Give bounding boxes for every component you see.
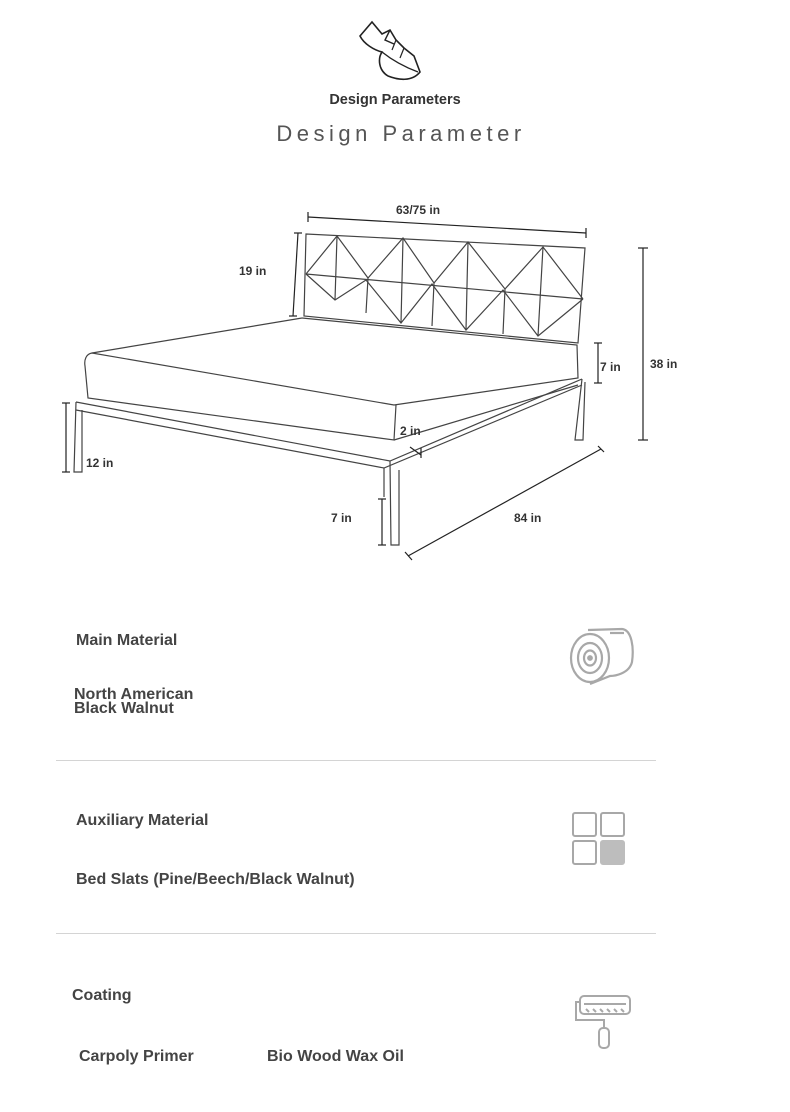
section-divider [56, 760, 656, 761]
grid-squares-icon [570, 810, 630, 870]
frame-height-label: 12 in [86, 456, 114, 470]
total-height-label: 38 in [650, 357, 678, 371]
auxiliary-material-label: Auxiliary Material [76, 812, 209, 829]
length-dimension-label: 84 in [514, 511, 542, 525]
rail-inset-label: 2 in [400, 424, 421, 438]
bed-dimension-diagram [0, 190, 790, 570]
headboard-height-label: 19 in [239, 264, 267, 278]
main-material-label: Main Material [76, 632, 178, 649]
section-divider [56, 933, 656, 934]
bed-drawing [0, 190, 790, 570]
main-material-value-line2: Black Walnut [74, 700, 174, 717]
section-subtitle: Design Parameter [276, 121, 526, 146]
coating-value-primer: Carpoly Primer [79, 1048, 194, 1065]
coating-value-wax-oil: Bio Wood Wax Oil [267, 1048, 404, 1065]
brand-logo-icon [352, 18, 424, 82]
paint-roller-icon [574, 992, 636, 1054]
auxiliary-material-value: Bed Slats (Pine/Beech/Black Walnut) [76, 871, 355, 888]
side-rail-height-label: 7 in [600, 360, 621, 374]
log-wood-icon [566, 624, 638, 688]
coating-label: Coating [72, 987, 132, 1004]
main-material-value [74, 688, 193, 716]
section-title: Design Parameters [329, 92, 461, 108]
width-dimension-label: 63/75 in [396, 203, 441, 217]
leg-height-label: 7 in [331, 511, 352, 525]
main-material-value-line1: North American [74, 686, 194, 703]
